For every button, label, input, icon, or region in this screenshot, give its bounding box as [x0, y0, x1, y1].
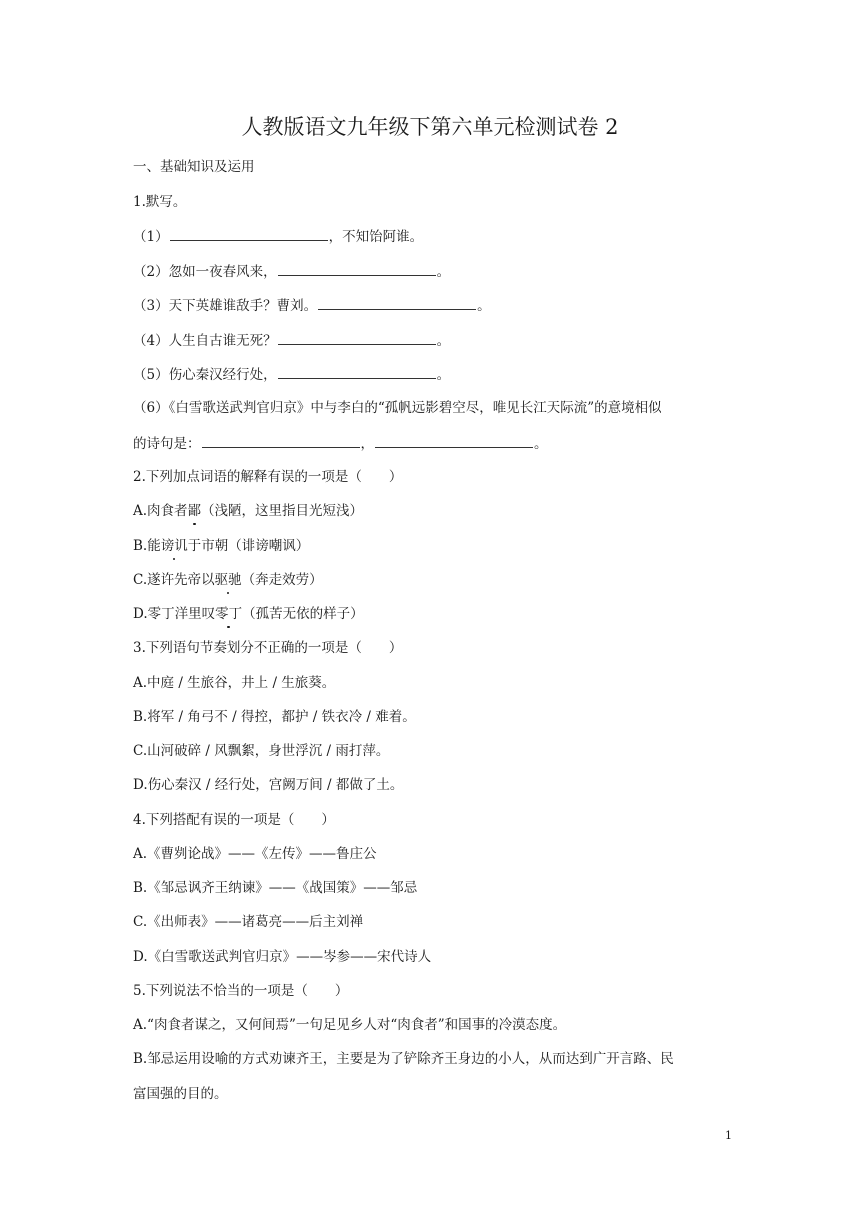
answer-blank[interactable] [318, 295, 476, 310]
q2-option-b: B.能谤讥于市朝（诽谤嘲讽） [133, 538, 310, 554]
page-number: 1 [725, 1129, 732, 1142]
question-5-stem: 5.下列说法不恰当的一项是（ ） [133, 983, 349, 999]
question-1-stem: 1.默写。 [133, 194, 187, 210]
q2-option-d: D.零丁洋里叹零丁（孤苦无依的样子） [133, 606, 364, 622]
q4-option-c: C.《出师表》——诸葛亮——后主刘禅 [133, 914, 364, 930]
q5-option-b-line2: 富国强的目的。 [133, 1086, 228, 1102]
q3-option-b: B.将军 / 角弓不 / 得控，都护 / 铁衣冷 / 难着。 [133, 709, 416, 725]
q3-option-d: D.伤心秦汉 / 经行处，宫阙万间 / 都做了土。 [133, 777, 404, 793]
q1-item-4: （4）人生自古谁无死？ 。 [133, 330, 450, 351]
q1-item-5: （5）伤心秦汉经行处， 。 [133, 364, 450, 385]
answer-blank[interactable] [375, 433, 533, 448]
dotted-word: 驱驰 [214, 572, 242, 588]
document-title: 人教版语文九年级下第六单元检测试卷 2 [241, 115, 619, 139]
answer-blank[interactable] [202, 433, 360, 448]
q5-option-b-line1: B.邹忌运用设喻的方式劝谏齐王，主要是为了铲除齐王身边的小人，从而达到广开言路、民 [133, 1051, 674, 1067]
q1-item-2: （2）忽如一夜春风来， 。 [133, 261, 450, 282]
answer-blank[interactable] [170, 226, 328, 241]
answer-blank[interactable] [278, 364, 436, 379]
q4-option-a: A.《曹刿论战》——《左传》——鲁庄公 [133, 846, 377, 862]
q1-item-3: （3）天下英雄谁敌手？曹刘。 。 [133, 295, 491, 316]
q2-option-a: A.肉食者鄙（浅陋，这里指目光短浅） [133, 503, 364, 519]
answer-blank[interactable] [278, 261, 436, 276]
q3-option-a: A.中庭 / 生旅谷，井上 / 生旅葵。 [133, 675, 336, 691]
section-heading: 一、基础知识及运用 [133, 159, 255, 175]
question-2-stem: 2.下列加点词语的解释有误的一项是（ ） [133, 469, 403, 485]
q1-item-6-line1: （6）《白雪歌送武判官归京》中与李白的“孤帆远影碧空尽，唯见长江天际流”的意境相似 [133, 400, 662, 416]
q1-item-1: （1） ，不知饴阿谁。 [133, 226, 423, 247]
q3-option-c: C.山河破碎 / 风飘絮，身世浮沉 / 雨打萍。 [133, 743, 390, 759]
q4-option-d: D.《白雪歌送武判官归京》——岑参——宋代诗人 [133, 949, 432, 965]
dotted-word: 零丁 [215, 606, 243, 622]
question-4-stem: 4.下列搭配有误的一项是（ ） [133, 812, 335, 828]
question-3-stem: 3.下列语句节奏划分不正确的一项是（ ） [133, 640, 403, 656]
dotted-word: 鄙 [187, 503, 202, 519]
q2-option-c: C.遂许先帝以驱驰（奔走效劳） [133, 572, 323, 588]
q1-item-6-line2: 的诗句是： ， 。 [133, 433, 548, 454]
q5-option-a: A.“肉食者谋之，又何间焉”一句足见乡人对“肉食者”和国事的冷漠态度。 [133, 1017, 567, 1033]
q4-option-b: B.《邹忌讽齐王纳谏》——《战国策》——邹忌 [133, 880, 418, 896]
dotted-word: 谤讥 [160, 538, 188, 554]
answer-blank[interactable] [278, 330, 436, 345]
